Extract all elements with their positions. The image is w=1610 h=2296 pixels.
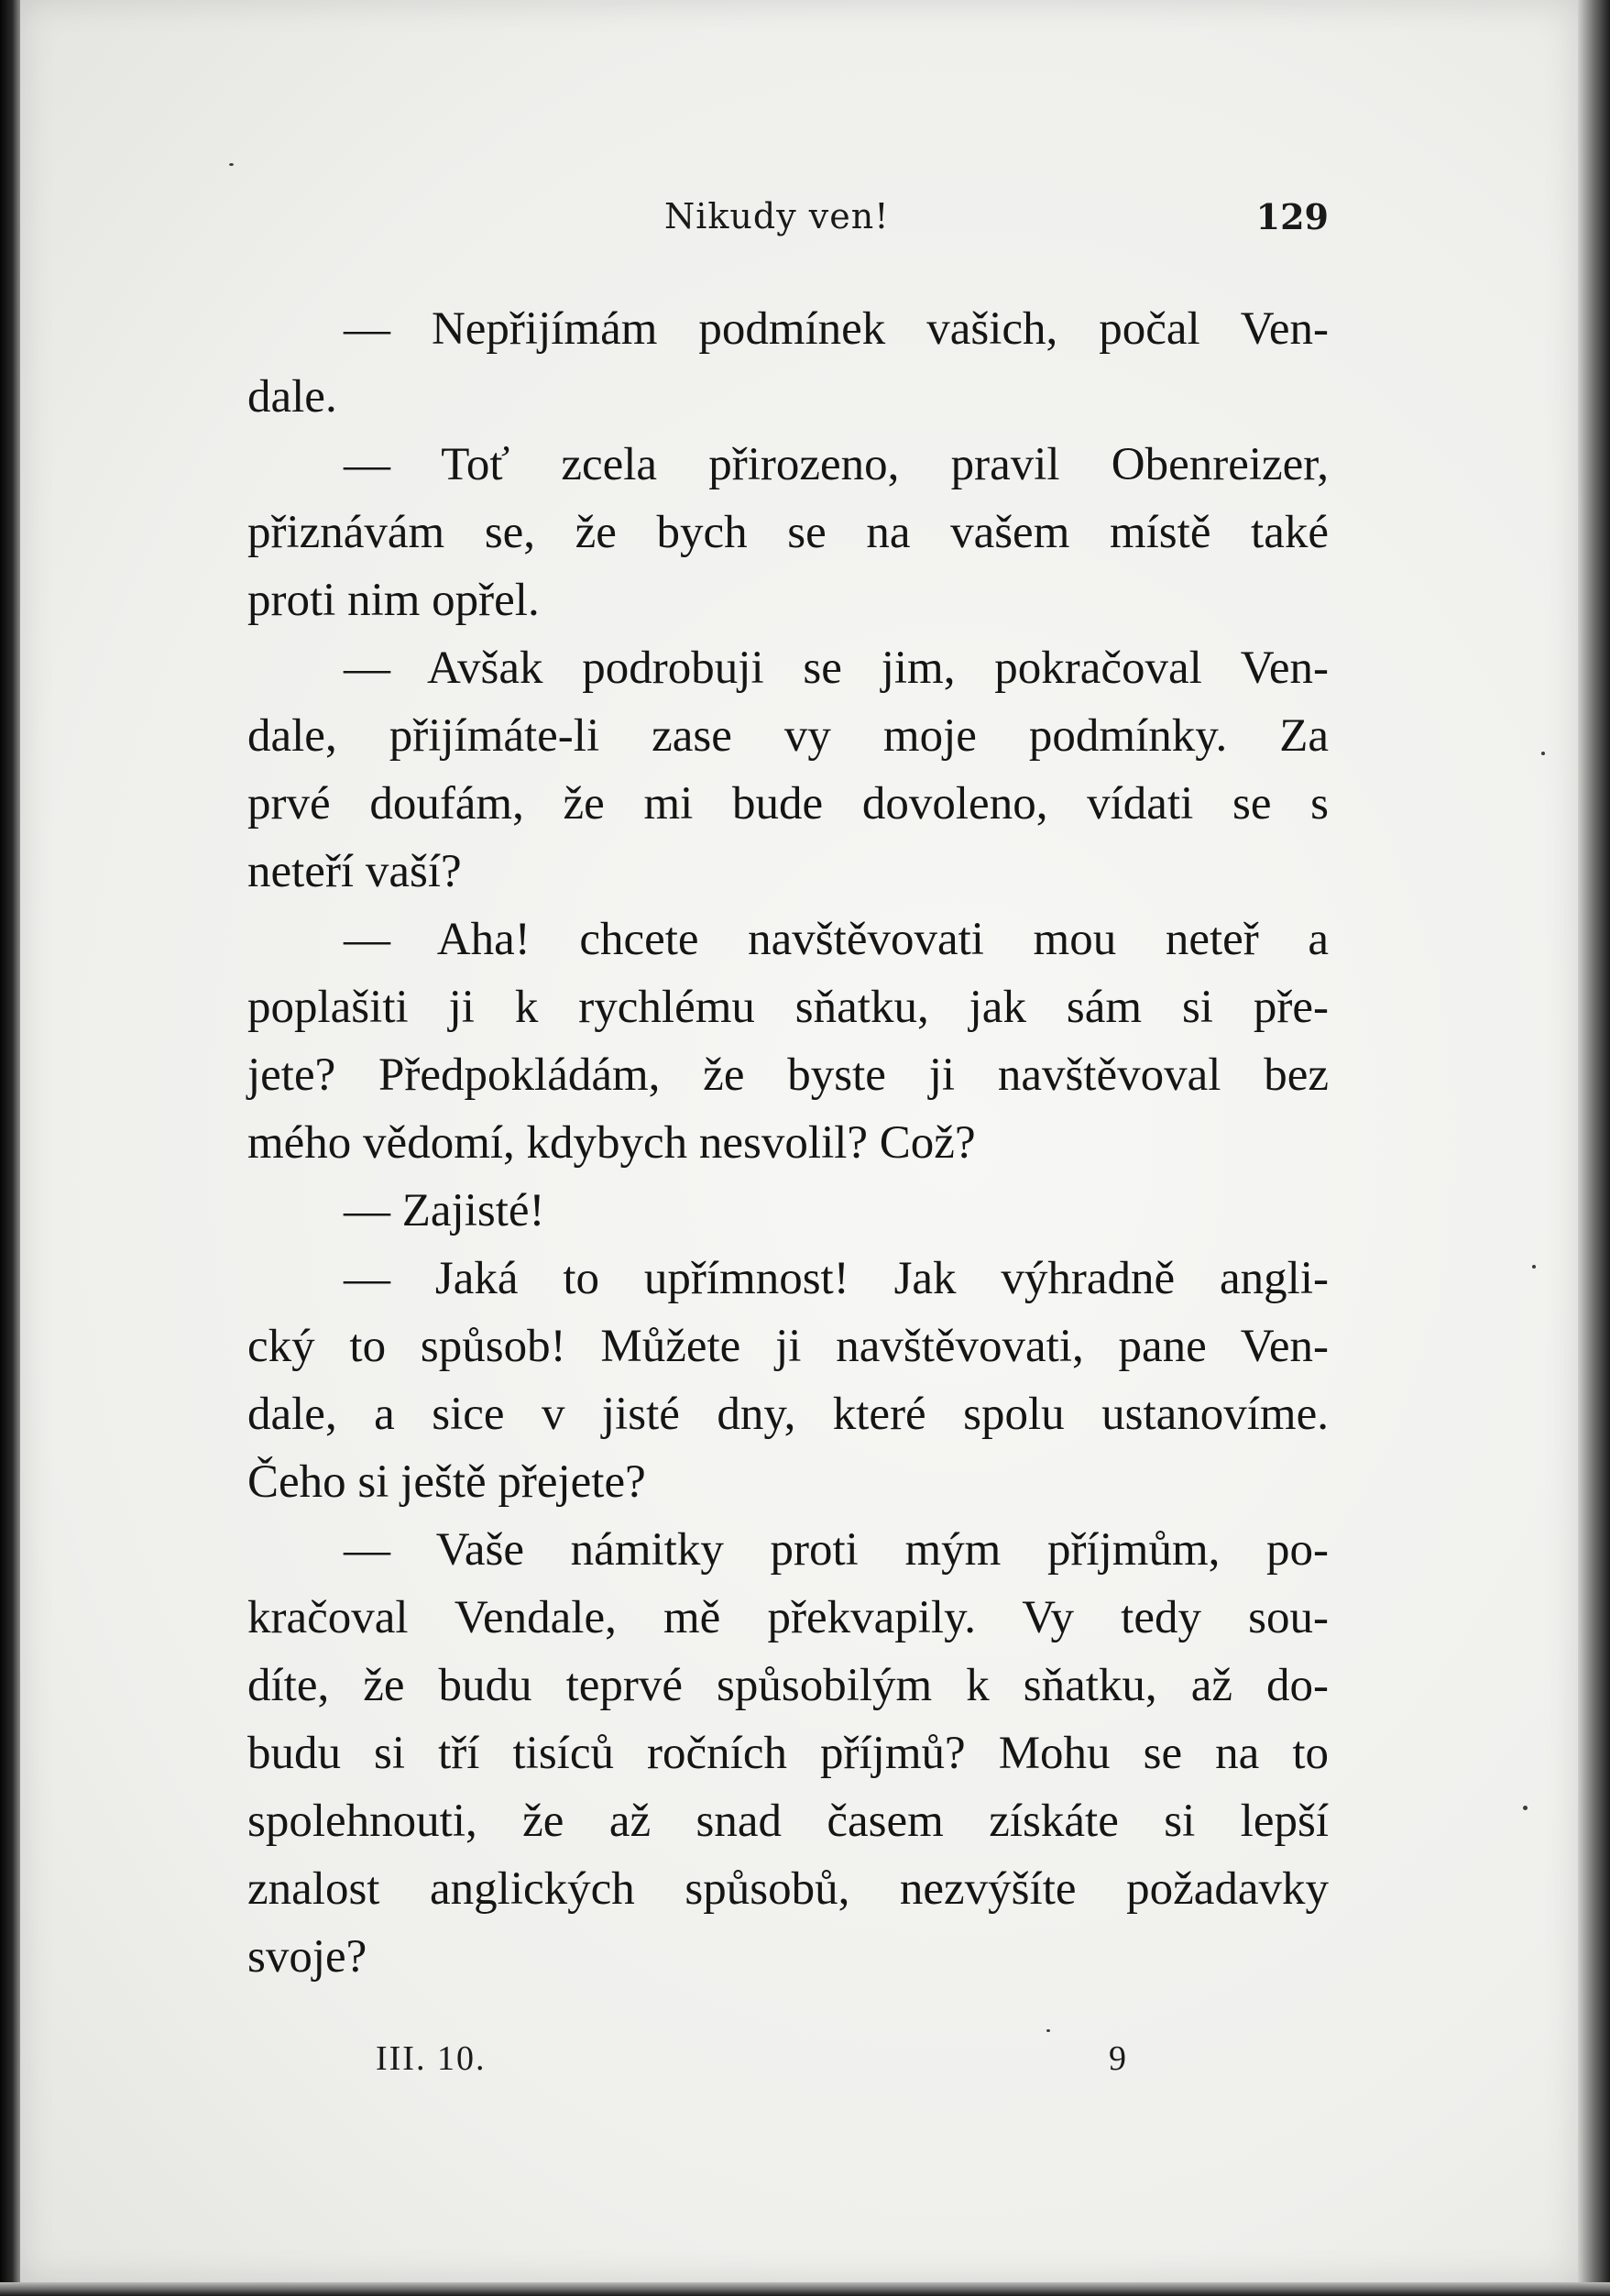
text-line: mého vědomí, kdybych nesvolil? Což? [247,1117,976,1169]
text-line: — Vaše námitky proti mým příjmům, po- [344,1524,1329,1576]
printer-signature-mark: III. 10. [376,2039,487,2078]
text-line: — Nepřijímám podmínek vašich, počal Ven- [344,303,1329,355]
text-line: prvé doufám, že mi bude dovoleno, vídati se s [247,778,1329,829]
text-line: jete? Předpokládám, že byste ji navštěvoval bez [247,1049,1329,1101]
running-header [247,181,1329,246]
text-line: dale. [247,371,337,423]
text-line: — Avšak podrobuji se jim, pokračoval Ven- [344,643,1329,694]
text-line: — Jaká to upřímnost! Jak výhradně angli- [344,1253,1329,1304]
page-number: 129 [1255,196,1329,237]
text-line: dale, přijímáte-li zase vy moje podmínky. Za [247,710,1329,762]
text-line: — Aha! chcete navštěvovati mou neteř a [344,914,1329,965]
text-line: spolehnouti, že až snad časem získáte si lepší [247,1796,1329,1847]
text-line: neteří vaší? [247,846,462,897]
page-edge-shadow [1578,0,1610,2296]
sheet-number: 9 [1109,2039,1126,2078]
text-line: poplašiti ji k rychlému sňatku, jak sám si pře- [247,982,1329,1033]
text-line: Čeho si ještě přejete? [247,1456,646,1508]
text-line: budu si tří tisíců ročních příjmů? Mohu se na to [247,1728,1329,1779]
ink-speck [1523,1806,1528,1810]
text-line: svoje? [247,1931,367,1983]
text-line: — Zajisté! [344,1185,545,1236]
page-bottom-shadow [0,2282,1610,2296]
book-spine-shadow [0,0,20,2296]
text-line: dale, a sice v jisté dny, které spolu ustanovíme. [247,1389,1329,1440]
text-line: proti nim opřel. [247,575,540,626]
text-line: znalost anglických spůsobů, nezvýšíte požadavky [247,1863,1329,1915]
text-line: přiznávám se, že bych se na vašem místě také [247,507,1329,558]
text-line: cký to spůsob! Můžete ji navštěvovati, pane Ven- [247,1321,1329,1372]
body-text [247,295,1329,1991]
ink-speck [1541,752,1545,755]
running-title: Nikudy ven! [664,196,890,236]
page-footer [247,2031,1329,2086]
ink-speck [229,163,234,166]
text-line: — Toť zcela přirozeno, pravil Obenreizer, [344,439,1329,490]
ink-speck [1532,1265,1536,1269]
text-line: díte, že budu teprvé spůsobilým k sňatku, až do- [247,1660,1329,1711]
text-line: kračoval Vendale, mě překvapily. Vy tedy sou- [247,1592,1329,1643]
